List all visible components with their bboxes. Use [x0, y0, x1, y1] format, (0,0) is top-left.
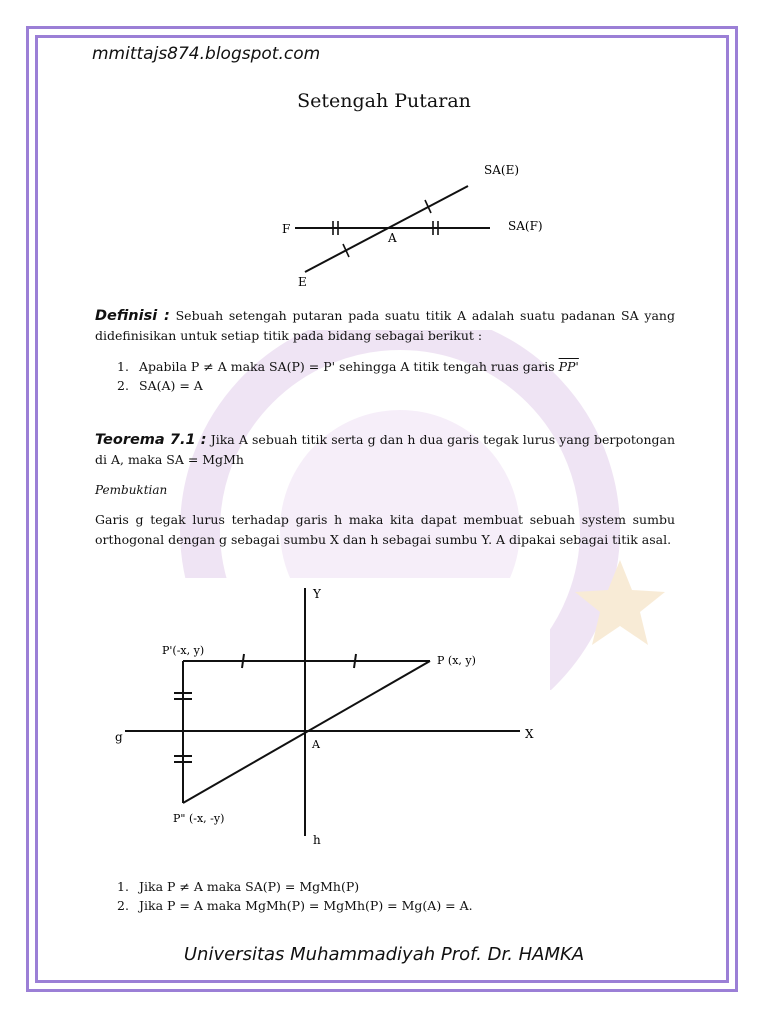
label-f: F	[282, 222, 291, 236]
label-p2: P" (-x, -y)	[173, 812, 225, 825]
label-sae: SA(E)	[484, 163, 520, 177]
blog-url: mmittajs874.blogspot.com	[92, 44, 321, 64]
label-x: X	[525, 727, 534, 741]
theorem-text: Jika A sebuah titik serta g dan h dua garis tegak lurus yang berpotongan di A, maka SA = MgMh	[95, 432, 675, 467]
list-item: 2. SA(A) = A	[117, 378, 203, 393]
theorem-heading: Teorema 7.1 :	[95, 432, 207, 448]
label-a: A	[388, 231, 397, 245]
theorem-paragraph	[95, 430, 675, 470]
definition-paragraph	[95, 306, 675, 346]
definition-heading: Definisi :	[95, 308, 170, 324]
page-title: Setengah Putaran	[297, 90, 471, 112]
proof-paragraph: Garis g tegak lurus terhadap garis h maka kita dapat membuat sebuah system sumbu orthogonal dengan g sebagai sumbu X dan h sebagai sumbu Y. A dipakai sebagai titik asal.	[95, 512, 675, 547]
label-h: h	[313, 833, 321, 847]
definition-text: Sebuah setengah putaran pada suatu titik A adalah suatu padanan SA yang didefinisikan untuk setiap titik pada bidang sebagai berikut :	[95, 308, 675, 343]
label-g: g	[115, 730, 123, 744]
label-a: A	[312, 738, 320, 751]
half-turn-figure	[270, 150, 560, 290]
label-saf: SA(F)	[508, 219, 543, 233]
coordinate-figure	[95, 578, 550, 850]
definition-list	[117, 357, 579, 395]
list-item: 2. Jika P = A maka MgMh(P) = MgMh(P) = Mg(A) = A.	[117, 898, 473, 913]
list-item: 1. Apabila P ≠ A maka SA(P) = P' sehingga A titik tengah ruas garis PP'	[117, 359, 579, 374]
footer-university: Universitas Muhammadiyah Prof. Dr. HAMKA	[183, 944, 585, 965]
result-list	[117, 877, 473, 915]
proof-heading: Pembuktian	[95, 483, 168, 497]
label-y: Y	[313, 587, 321, 601]
label-p1: P'(-x, y)	[162, 644, 205, 657]
label-e: E	[298, 275, 307, 289]
label-p: P (x, y)	[437, 654, 476, 667]
list-item: 1. Jika P ≠ A maka SA(P) = MgMh(P)	[117, 879, 360, 894]
